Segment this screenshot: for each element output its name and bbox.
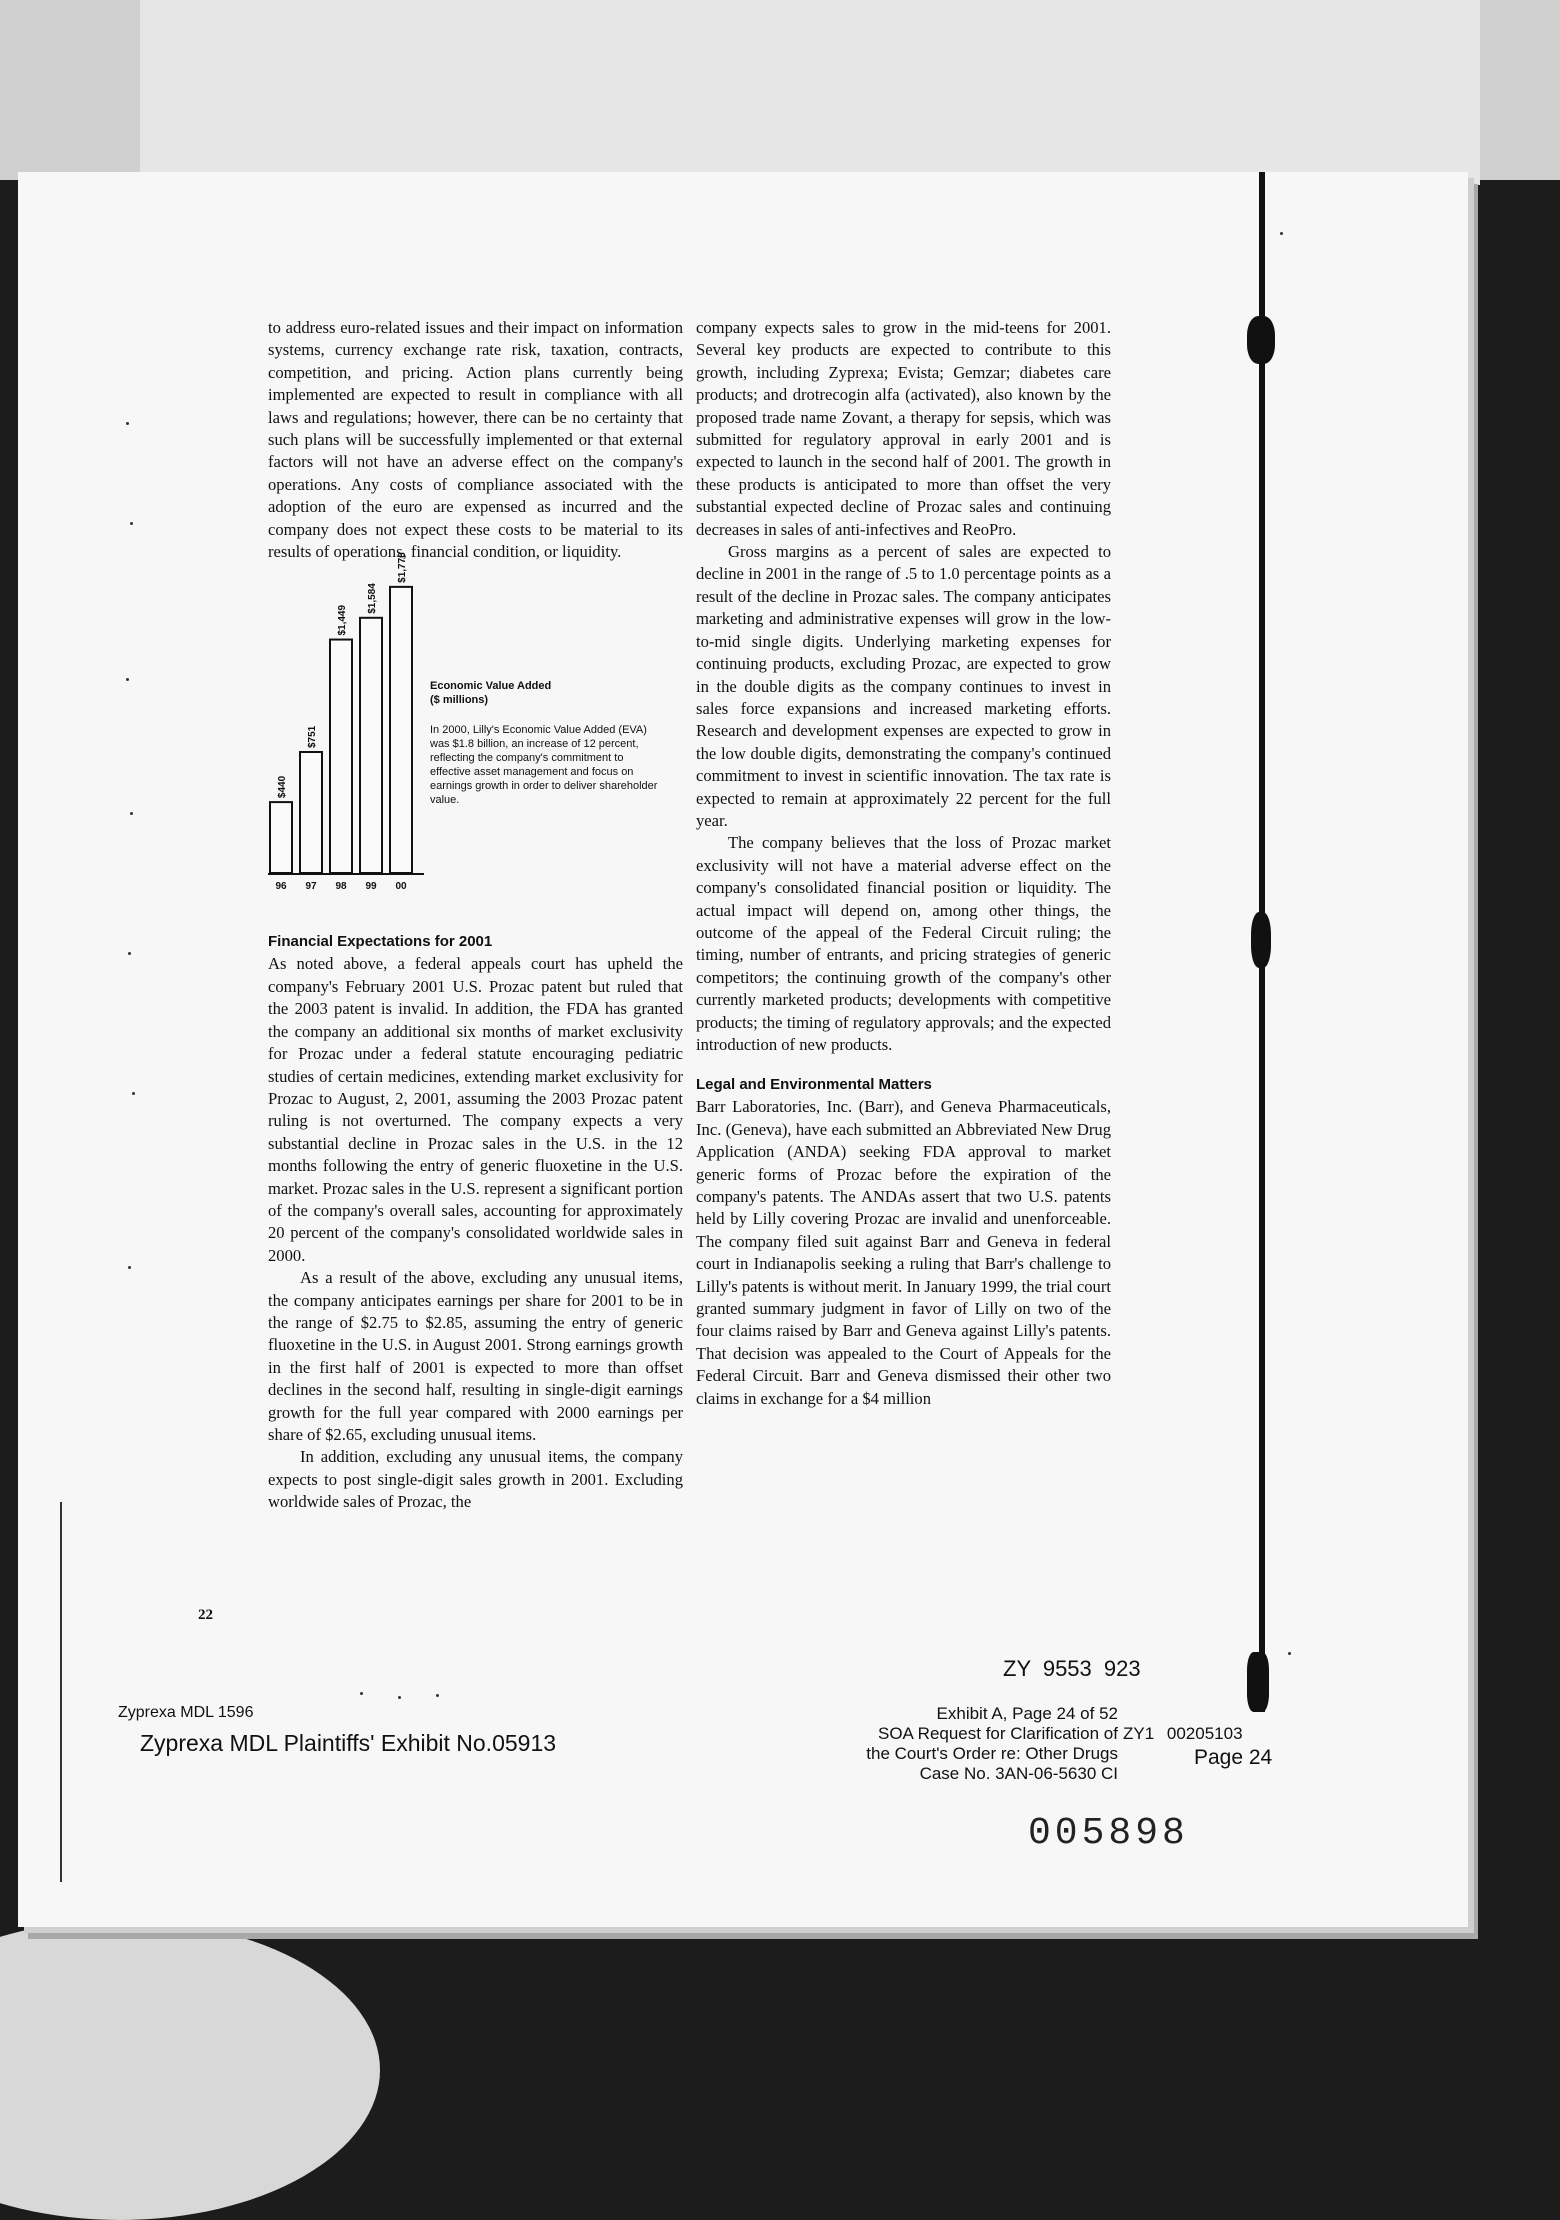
x-tick-label: 98	[335, 881, 347, 893]
plaintiffs-exhibit-label: Zyprexa MDL Plaintiffs' Exhibit No.05913	[140, 1730, 557, 1756]
scan-speck	[398, 1696, 401, 1699]
bar-99	[360, 618, 382, 873]
chart-subtitle: ($ millions)	[430, 694, 489, 707]
x-tick-label: 96	[275, 881, 287, 893]
scan-speck	[128, 1266, 131, 1269]
scan-speck	[1288, 1652, 1291, 1655]
scan-speck	[1280, 232, 1283, 235]
prozac-patent-paragraph: As noted above, a federal appeals court has upheld the company's February 2001 U.S. Prozac patent but ruled that the 2003 patent is invalid. In addition, the FDA has granted the company an additional six months of market exclusivity for Prozac under a federal statute encouraging pediatric studies of certain medicines, extending market exclusivity for Prozac to August, 2, 2001, assuming the 2003 Prozac patent ruling is not overturned. The company expects a very substantial decline in Prozac sales in the U.S. in the 12 months following the entry of generic fluoxetine in the U.S. market. Prozac sales in the U.S. represent a significant portion of the company's overall sales, accounting for approximately 20 percent of the company's consolidated worldwide sales in 2000.	[268, 954, 683, 1265]
zy1-number: ZY1 00205103	[1123, 1724, 1243, 1743]
legal-matters-heading: Legal and Environmental Matters	[696, 1076, 932, 1094]
bar-value-label: $1,449	[337, 605, 348, 637]
previous-page-edge	[140, 0, 1480, 185]
sales-growth-paragraph: In addition, excluding any unusual items, the company expects to post single-digit sales growth in 2001. Excluding worldwide sales of Prozac, the	[268, 1447, 683, 1512]
exhibit-line: Case No. 3AN-06-5630 CI	[919, 1764, 1118, 1783]
exclusivity-paragraph: The company believes that the loss of Prozac market exclusivity will not have a material adverse effect on the company's consolidated financial position or liquidity. The actual impact will depend on, among other things, the outcome of the appeal of the Federal Circuit ruling; the timing, number of entrants, and pricing strategies of generic competitors; the continuing growth of the company's other currently marketed products; developments with competitive products; the timing of regulatory approvals; and the expected introduction of new products.	[696, 833, 1111, 1054]
eva-bar-chart	[268, 552, 428, 903]
bar-98	[330, 640, 352, 873]
bates-number: ZY 9553 923	[1003, 1656, 1141, 1681]
bar-value-label: $1,584	[367, 583, 378, 615]
exhibit-stamp	[818, 1704, 1118, 1784]
x-tick-label: 97	[305, 881, 317, 893]
scan-speck	[128, 952, 131, 955]
scan-speck	[126, 422, 129, 425]
euro-paragraph: to address euro-related issues and their impact on information systems, currency exchange rate risk, taxation, contracts, competition, and pricing. Action plans currently being implemented are expected to result in compliance with all laws and regulations; however, there can be no certainty that such plans will be successfully implemented or that external factors will not have an adverse effect on the company's operations. Any costs of compliance associated with the adoption of the euro are expensed as incurred and the company does not expect these costs to be material to its results of operations, financial condition, or liquidity.	[268, 318, 683, 562]
stamped-number: 005898	[1028, 1812, 1189, 1855]
exhibit-line: Exhibit A, Page 24 of 52	[936, 1704, 1118, 1723]
binding-clip	[1247, 1652, 1269, 1712]
eva-chart-block	[268, 552, 683, 923]
left-text-column	[268, 317, 683, 1514]
exhibit-line: the Court's Order re: Other Drugs	[866, 1744, 1118, 1763]
exhibit-line: SOA Request for Clarification of	[877, 1724, 1118, 1743]
x-tick-label: 99	[365, 881, 377, 893]
chart-title: Economic Value Added	[430, 680, 552, 693]
x-tick-label: 00	[395, 881, 407, 893]
chart-caption	[430, 679, 665, 807]
key-products-paragraph: company expects sales to grow in the mid-teens for 2001. Several key products are expected to contribute to this growth, including Zyprexa; Evista; Gemzar; diabetes care products; and drotrecogin alfa (activated), also known by the proposed trade name Zovant, a therapy for sepsis, which was submitted for regulatory approval in early 2001 and is expected to launch in the second half of 2001. The growth in these products is anticipated to more than offset the very substantial expected decline of Prozac sales and continuing decreases in sales of anti-infectives and ReoPro.	[696, 318, 1111, 539]
bar-96	[270, 803, 292, 874]
page-number: 22	[198, 1607, 213, 1623]
scan-speck	[132, 1092, 135, 1095]
binding-clip	[1247, 316, 1275, 364]
bar-value-label: $440	[277, 776, 288, 799]
scan-speck	[436, 1694, 439, 1697]
scan-speck	[130, 522, 133, 525]
bar-value-label: $751	[307, 726, 318, 749]
chart-description: In 2000, Lilly's Economic Value Added (EVA) was $1.8 billion, an increase of 12 percent, reflecting the company's commitment to effective asset management and focus on earnings growth in order to deliver shareholder value.	[430, 724, 658, 807]
bar-00	[390, 587, 412, 873]
scan-speck	[130, 812, 133, 815]
bar-97	[300, 752, 322, 873]
scan-speck	[360, 1692, 363, 1695]
binding-clip	[1251, 912, 1271, 968]
gross-margins-paragraph: Gross margins as a percent of sales are expected to decline in 2001 in the range of .5 to 1.0 percentage points as a result of the decline in Prozac sales. The company anticipates marketing and administrative expenses will grow in the low-to-mid single digits. Underlying marketing expenses for continuing products, excluding Prozac, are expected to grow in the double digits as the company continues to invest in sales force expansions and increased marketing efforts. Research and development expenses are expected to grow in the low double digits, demonstrating the company's continued commitment to invest in scientific innovation. The tax rate is expected to remain at approximately 22 percent for the full year.	[696, 542, 1111, 830]
earnings-paragraph: As a result of the above, excluding any unusual items, the company anticipates earnings per share for 2001 to be in the range of $2.75 to $2.85, assuming the entry of generic fluoxetine in the U.S. in August 2001. Strong earnings growth in the first half of 2001 is expected to more than offset declines in the second half, resulting in single-digit earnings growth for the full year compared with 2000 earnings per share of $2.65, excluding unusual items.	[268, 1268, 683, 1444]
right-text-column	[696, 317, 1111, 1410]
scan-margin-line	[60, 1502, 62, 1882]
document-page	[18, 172, 1468, 1927]
bar-value-label: $1,776	[397, 552, 408, 584]
foreground-object	[0, 1920, 380, 2220]
financial-expectations-heading: Financial Expectations for 2001	[268, 933, 493, 951]
page-label: Page 24	[1194, 1746, 1273, 1769]
scan-speck	[126, 678, 129, 681]
anda-paragraph: Barr Laboratories, Inc. (Barr), and Geneva Pharmaceuticals, Inc. (Geneva), have each submitted an Abbreviated New Drug Application (ANDA) seeking FDA approval to market generic forms of Prozac before the expiration of the company's patents. The ANDAs assert that two U.S. patents held by Lilly covering Prozac are invalid and unenforceable. The company filed suit against Barr and Geneva in federal court in Indianapolis seeking a ruling that Barr's challenge to Lilly's patents is without merit. In January 1999, the trial court granted summary judgment in favor of Lilly on two of the four claims raised by Barr and Geneva against Lilly's patents. That decision was appealed to the Court of Appeals for the Federal Circuit. Barr and Geneva dismissed their other two claims in exchange for a $4 million	[696, 1097, 1111, 1408]
mdl-label: Zyprexa MDL 1596	[118, 1704, 254, 1721]
